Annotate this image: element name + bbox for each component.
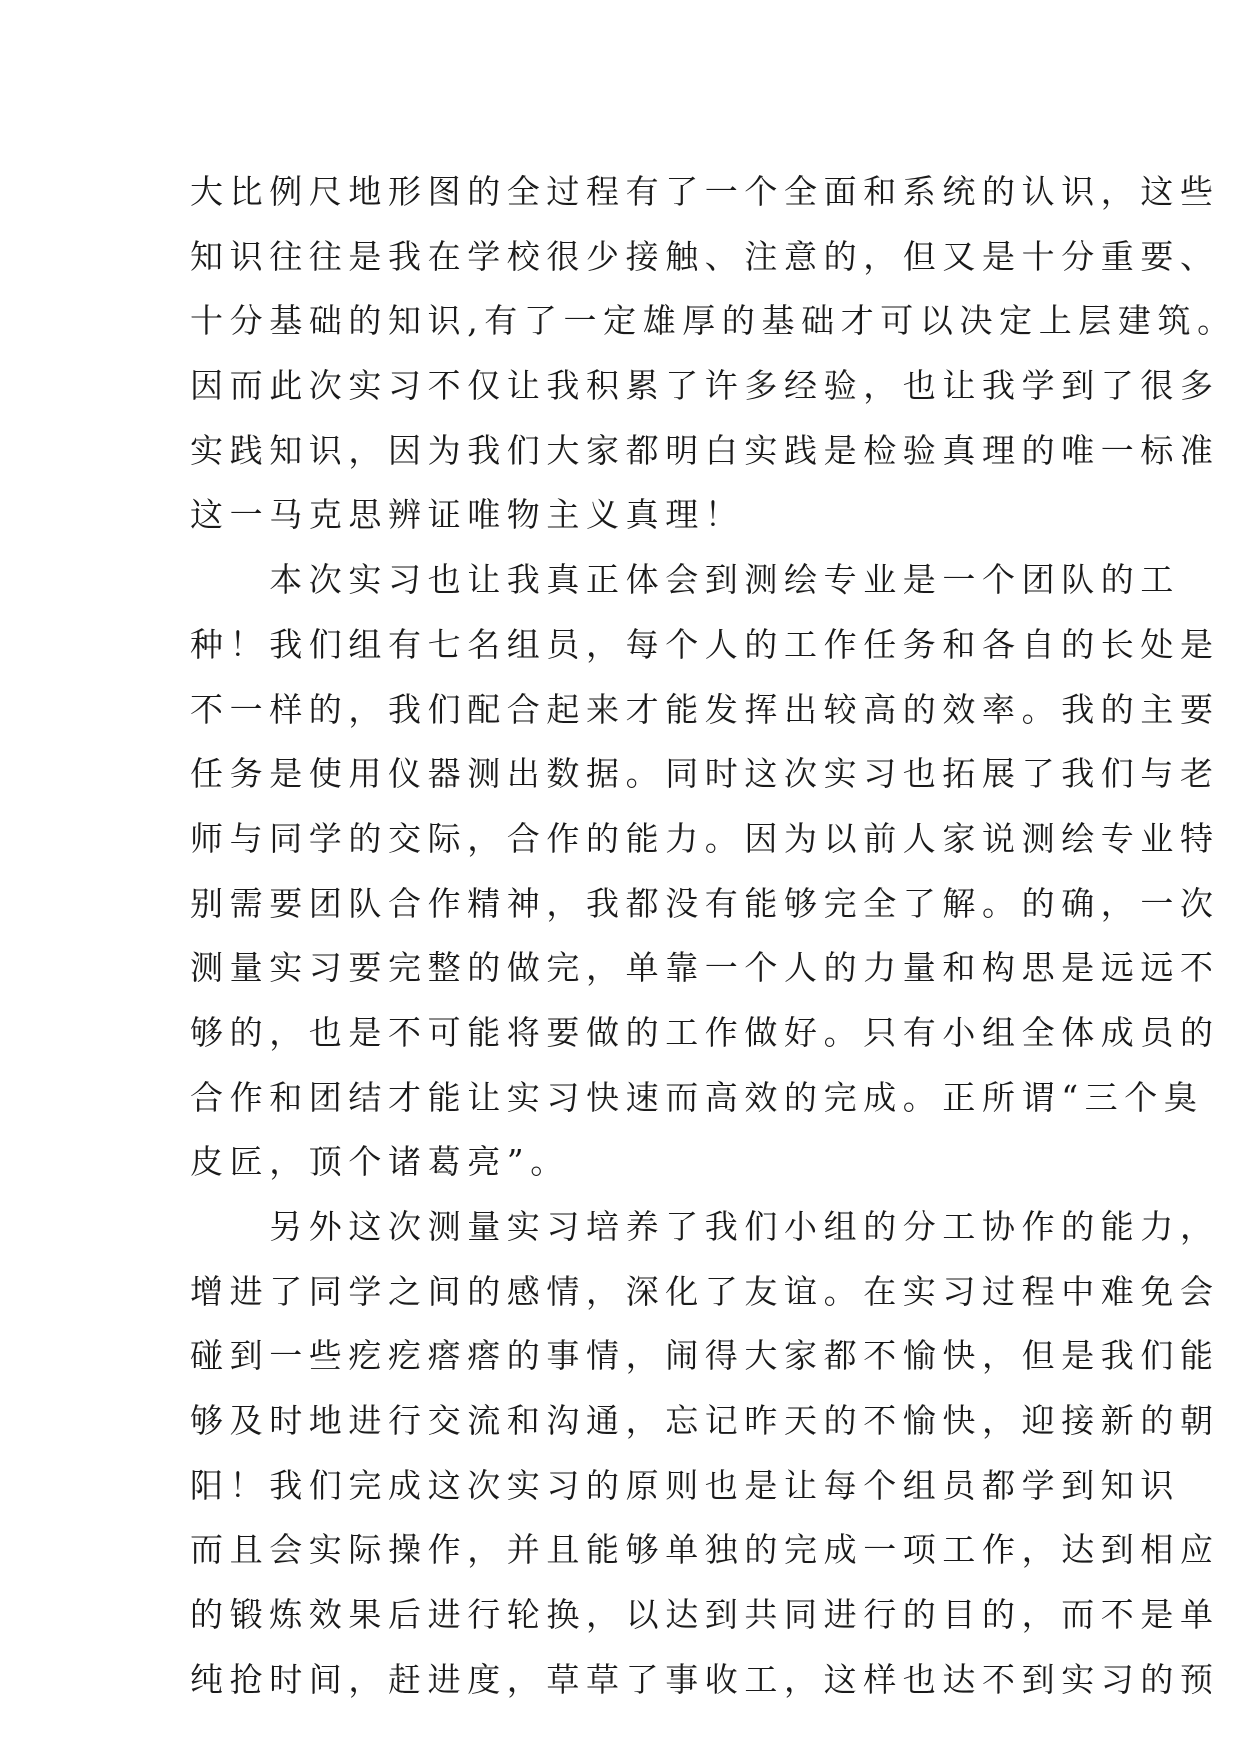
text-line: 因而此次实习不仅让我积累了许多经验，也让我学到了很多 (190, 366, 1220, 406)
text-line: 而且会实际操作，并且能够单独的完成一项工作，达到相应 (190, 1530, 1220, 1570)
text-line: 的锻炼效果后进行轮换，以达到共同进行的目的，而不是单 (190, 1595, 1220, 1635)
text-line: 够的，也是不可能将要做的工作做好。只有小组全体成员的 (190, 1012, 1220, 1052)
text-line: 纯抢时间，赶进度，草草了事收工，这样也达不到实习的预 (190, 1659, 1220, 1699)
text-line: 知识往往是我在学校很少接触、注意的，但又是十分重要、 (190, 236, 1220, 276)
text-line: 另外这次测量实习培养了我们小组的分工协作的能力， (190, 1207, 1220, 1246)
text-line: 大比例尺地形图的全过程有了一个全面和系统的认识，这些 (190, 172, 1220, 211)
text-line: 实践知识，因为我们大家都明白实践是检验真理的唯一标准 (190, 430, 1220, 470)
text-line: 碰到一些疙疙瘩瘩的事情，闹得大家都不愉快，但是我们能 (190, 1336, 1220, 1376)
text-line: 测量实习要完整的做完，单靠一个人的力量和构思是远远不 (190, 948, 1220, 988)
body-text (190, 160, 1237, 1713)
text-line: 合作和团结才能让实习快速而高效的完成。正所谓“三个臭 (190, 1077, 1204, 1117)
text-line: 本次实习也让我真正体会到测绘专业是一个团队的工 (190, 560, 1180, 600)
text-line: 阳！我们完成这次实习的原则也是让每个组员都学到知识 (190, 1465, 1180, 1505)
text-line: 别需要团队合作精神，我都没有能够完全了解。的确，一次 (190, 883, 1220, 923)
text-line: 十分基础的知识,有了一定雄厚的基础才可以决定上层建筑。 (190, 301, 1237, 341)
text-line: 任务是使用仪器测出数据。同时这次实习也拓展了我们与老 (190, 754, 1220, 794)
text-line: 够及时地进行交流和沟通，忘记昨天的不愉快，迎接新的朝 (190, 1401, 1220, 1441)
text-line: 种！我们组有七名组员，每个人的工作任务和各自的长处是 (190, 624, 1220, 664)
text-line: 增进了同学之间的感情，深化了友谊。在实习过程中难免会 (190, 1271, 1220, 1311)
text-line: 这一马克思辨证唯物主义真理！ (190, 495, 745, 535)
text-line: 不一样的，我们配合起来才能发挥出较高的效率。我的主要 (190, 689, 1220, 729)
text-line: 师与同学的交际，合作的能力。因为以前人家说测绘专业特 (190, 818, 1220, 858)
text-line: 皮匠，顶个诸葛亮”。 (190, 1142, 570, 1182)
